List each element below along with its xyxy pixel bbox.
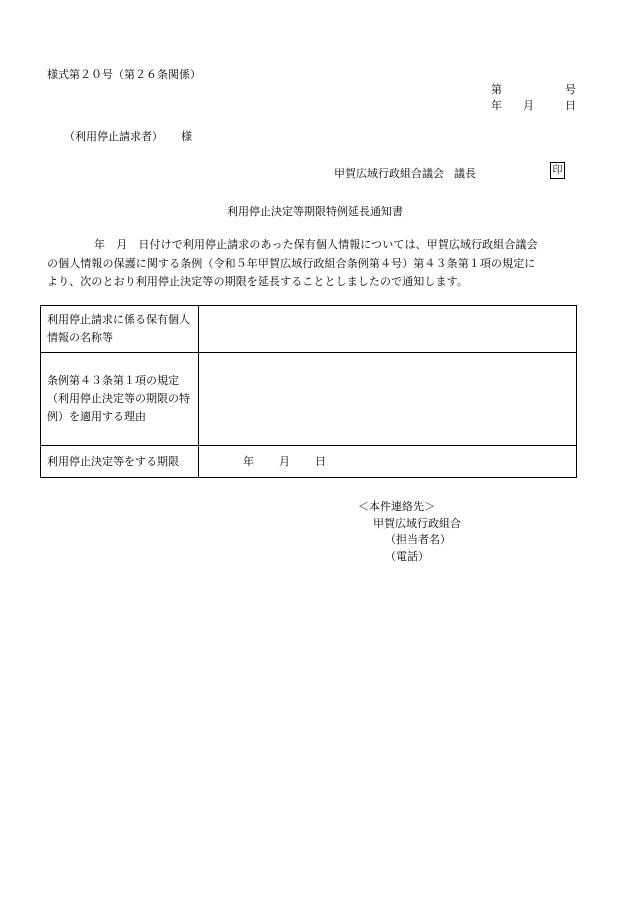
issue-date-year: 年	[491, 99, 502, 112]
deadline-day: 日	[315, 454, 326, 468]
recipient-honorific: 様	[181, 130, 192, 143]
row-label-reason: 条例第４３条第１項の規定（利用停止決定等の期限の特例）を適用する理由	[41, 353, 199, 446]
issue-date-month: 月	[523, 99, 534, 112]
row-value-reason	[199, 353, 577, 446]
contact-organization: 甲賀広域行政組合	[373, 517, 461, 530]
form-number: 様式第２０号（第２６条関係）	[47, 68, 201, 81]
body-line-2: の個人情報の保護に関する条例（令和５年甲賀広域行政組合条例第４号）第４３条第１項の規定に	[47, 256, 536, 270]
recipient	[64, 128, 192, 144]
sender-organization: 甲賀広域行政組合議会	[334, 167, 444, 180]
row-value-deadline	[199, 446, 577, 478]
deadline-month: 月	[279, 454, 290, 468]
table-row	[41, 446, 577, 478]
body-line-1: 年 月 日付けで利用停止請求のあった保有個人情報については、甲賀広域行政組合議会	[94, 238, 538, 251]
table-row	[41, 306, 577, 353]
contact-heading: ＜本件連絡先＞	[358, 500, 435, 513]
sender-title: 議長	[454, 167, 476, 180]
issue-date-day: 日	[565, 99, 576, 112]
body-paragraph	[47, 236, 579, 292]
row-label-info-name: 利用停止請求に係る保有個人情報の名称等	[41, 306, 199, 353]
sender	[334, 165, 476, 181]
body-line-3: より、次のとおり利用停止決定等の期限を延長することとしましたので通知します。	[47, 275, 468, 288]
table-row	[41, 353, 577, 446]
info-table	[40, 305, 577, 478]
row-label-deadline: 利用停止決定等をする期限	[41, 446, 199, 478]
document-title: 利用停止決定等期限特例延長通知書	[227, 205, 403, 218]
deadline-year: 年	[243, 454, 254, 468]
contact-person: （担当者名）	[385, 533, 451, 546]
recipient-name: （利用停止請求者）	[64, 130, 163, 143]
row-value-info-name	[199, 306, 577, 353]
document-number-suffix: 号	[565, 83, 576, 96]
issue-date	[491, 97, 576, 113]
seal-stamp: 印	[550, 162, 565, 179]
contact-phone: （電話）	[385, 550, 429, 563]
document-number-label: 第	[491, 83, 502, 96]
